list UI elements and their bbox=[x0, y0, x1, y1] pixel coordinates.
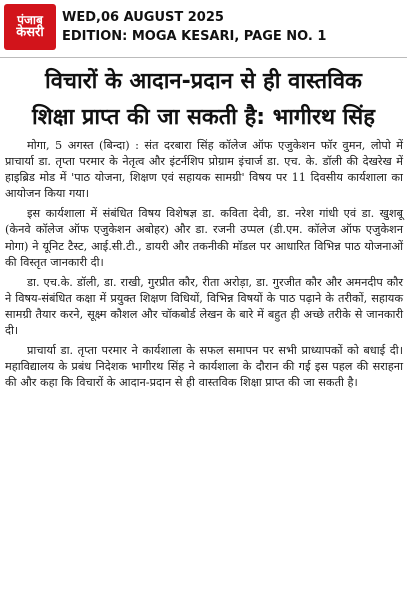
edition-label: EDITION: MOGA KESARI, PAGE NO. 1 bbox=[62, 29, 327, 44]
logo-line-2: केसरी bbox=[16, 25, 44, 41]
header-divider bbox=[0, 57, 407, 58]
masthead bbox=[0, 0, 407, 56]
publication-date: WED,06 AUGUST 2025 bbox=[62, 10, 224, 25]
article-body bbox=[5, 138, 403, 395]
headline-line-2: शिक्षा प्राप्त की जा सकती है: भागीरथ सिंह bbox=[32, 105, 375, 130]
article-paragraph-3: डा. एच.के. डॉली, डा. राखी, गुरप्रीत कौर, रीता अरोड़ा, डा. गुरजीत कौर और अमनदीप कौर ने विषय-संबंधित कक्षा में प्रयुक्त शिक्षण विधियों, विभिन्न विषयों के पाठ पढ़ाने के तरीकों, सहायक सामग्री तैयार करने, सूक्ष्म कौशल और चॉकबोर्ड लेखन के बारे में बहुत ही अच्छे तरीके से जानकारी दी। bbox=[5, 275, 403, 338]
article-paragraph-1: मोगा, 5 अगस्त (बिन्दा) : संत दरबारा सिंह कॉलेज ऑफ एजुकेशन फॉर वुमन, लोपो में प्राचार्या डा. तृप्ता परमार के नेतृत्व और इंटर्नशिप प्रोग्राम इंचार्ज डा. एच. के. डॉली की देखरेख में हाइब्रिड मोड में 'पाठ योजना, शिक्षण एवं सहायक सामग्री' विषय पर 11 दिवसीय कार्यशाला का आयोजन किया गया। bbox=[5, 139, 403, 201]
headline-line-1: विचारों के आदान-प्रदान से ही वास्तविक bbox=[45, 69, 362, 94]
article-headline bbox=[6, 64, 401, 136]
punjab-kesari-logo bbox=[4, 4, 56, 50]
edition-info bbox=[62, 8, 326, 46]
article-paragraph-4: प्राचार्या डा. तृप्ता परमार ने कार्यशाला के सफल समापन पर सभी प्राध्यापकों को बधाई दी। महाविद्यालय के प्रबंध निदेशक भागीरथ सिंह ने कार्यशाला के दौरान की गई इस पहल की सराहना की और कहा कि विचारों के आदान-प्रदान से ही वास्तविक शिक्षा प्राप्त की जा सकती है। bbox=[5, 344, 403, 390]
logo-line-1: पंजाब bbox=[17, 12, 43, 27]
article-paragraph-2: इस कार्यशाला में संबंधित विषय विशेषज्ञ डा. कविता देवी, डा. नरेश गांधी एवं डा. खुशबू (केनवे कॉलेज ऑफ एजुकेशन अबोहर) और डा. रजनी उप्पल (डी.एम. कॉलेज ऑफ एजुकेशन मोगा) ने यूनिट टैस्ट, आई.सी.टी., डायरी और तकनीकी मॉडल पर आधारित विभिन्न पाठ योजनाओं की विस्तृत जानकारी दी। bbox=[5, 207, 403, 269]
